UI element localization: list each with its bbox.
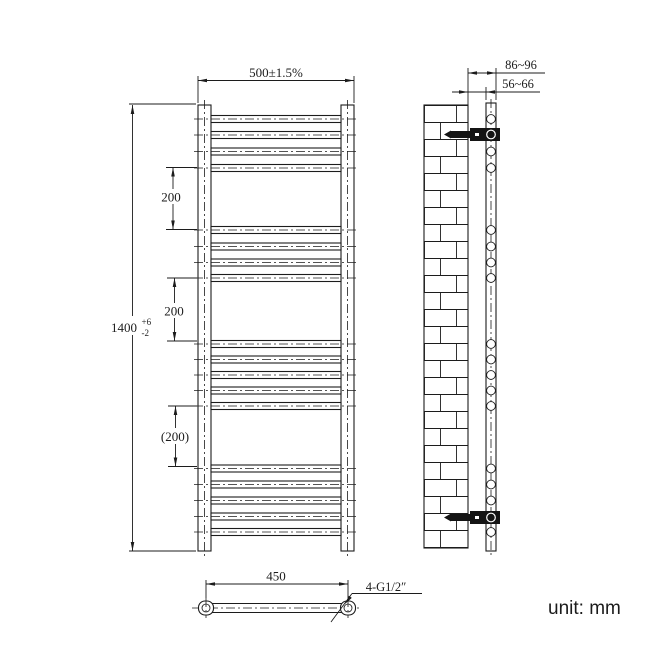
spacing-dim-label-1: 200 — [161, 189, 181, 205]
unit-label: unit: mm — [548, 598, 621, 619]
tube-end-port — [487, 242, 496, 251]
spacing-dim-label-3: (200) — [160, 429, 190, 444]
spacing-dim-label-2: 200 — [164, 303, 184, 319]
tube-end-port — [487, 226, 496, 235]
brick-wall — [424, 105, 468, 548]
height-dim-value: 1400 — [111, 320, 137, 335]
front-tubes — [194, 116, 357, 536]
tube-end-port — [487, 371, 496, 380]
dim-spacing-200-mid — [159, 278, 197, 341]
width-dim-label: 500±1.5% — [249, 65, 303, 80]
tube-end-port — [487, 164, 496, 173]
dim-width-500 — [198, 65, 354, 103]
tube-end-port — [487, 258, 496, 267]
bottom-view — [192, 569, 422, 623]
height-dim-tol-plus: +6 — [141, 317, 152, 327]
dim-wall-outer — [468, 58, 545, 75]
tube-end-port — [487, 147, 496, 156]
dim-height-1400 — [109, 104, 196, 551]
tube-end-port — [487, 402, 496, 411]
tube-end-port — [487, 386, 496, 395]
thread-callout-label: 4-G1/2″ — [365, 580, 407, 594]
tube-end-port — [487, 496, 496, 505]
tube-end-port — [487, 464, 496, 473]
front-view — [109, 65, 357, 556]
tube-end-port — [487, 528, 496, 537]
tube-end-port — [487, 355, 496, 364]
tube-end-port — [487, 340, 496, 349]
wall-outer-dim-label: 86~96 — [505, 58, 537, 72]
tube-end-port — [487, 115, 496, 124]
tube-end-port — [487, 274, 496, 283]
tube-end-port — [487, 480, 496, 489]
height-dim-tol-minus: -2 — [141, 328, 149, 338]
wall-inner-dim-label: 56~66 — [502, 77, 534, 91]
port-spacing-dim-label: 450 — [266, 568, 286, 584]
dim-port-spacing-450 — [206, 569, 348, 599]
dim-spacing-200-top — [157, 168, 197, 230]
side-view — [424, 58, 545, 556]
dim-spacing-200-ref — [155, 406, 197, 467]
